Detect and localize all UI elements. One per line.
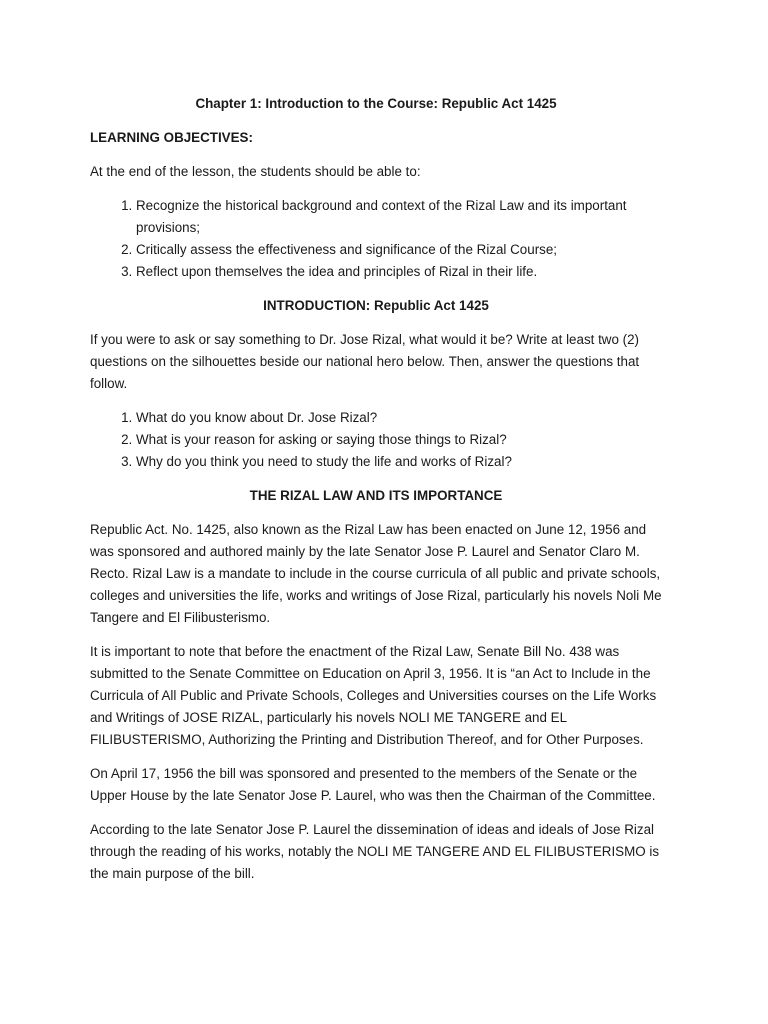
body-paragraph: On April 17, 1956 the bill was sponsored and presented to the members of the Senate or the Upper House by the late Senator Jose P. Laurel, who was then the Chairman of the Committee. xyxy=(90,766,656,803)
intro-paragraph: If you were to ask or say something to Dr. Jose Rizal, what would it be? Write at least two (2) questions on the silhouettes beside our national hero below. Then, answer the questions that follow. xyxy=(90,332,640,391)
objectives-intro: At the end of the lesson, the students should be able to: xyxy=(90,164,421,179)
list-item: 3. Why do you think you need to study the life and works of Rizal? xyxy=(136,451,662,473)
list-item: 2. What is your reason for asking or saying those things to Rizal? xyxy=(136,429,662,451)
body-paragraph: It is important to note that before the enactment of the Rizal Law, Senate Bill No. 438 was submitted to the Senate Committee on Education on April 3, 1956. It is “an Act to Include in the Curricula of All Public and Private Schools, Colleges and Universities courses on the Life Works and Writings of JOSE RIZAL, particularly his novels NOLI ME TANGERE and EL FILIBUSTERISMO, Authorizing the Printing and Distribution Thereof, and for Other Purposes. xyxy=(90,644,657,747)
objectives-heading: LEARNING OBJECTIVES: xyxy=(90,130,253,145)
list-item: 3. Reflect upon themselves the idea and principles of Rizal in their life. xyxy=(136,261,662,283)
list-item: 2. Critically assess the effectiveness and significance of the Rizal Course; xyxy=(136,239,662,261)
law-heading: THE RIZAL LAW AND ITS IMPORTANCE xyxy=(249,488,503,503)
questions-list xyxy=(90,407,662,473)
body-paragraph: According to the late Senator Jose P. Laurel the dissemination of ideas and ideals of Jose Rizal through the reading of his works, notably the NOLI ME TANGERE AND EL FILIBUSTERISMO is the main purpose of the bill. xyxy=(90,822,660,881)
objectives-list xyxy=(90,195,662,283)
body-paragraph: Republic Act. No. 1425, also known as the Rizal Law has been enacted on June 12, 1956 and was sponsored and authored mainly by the late Senator Jose P. Laurel and Senator Claro M. Recto. Rizal Law is a mandate to include in the course curricula of all public and private schools, colleges and universities the life, works and writings of Jose Rizal, particularly his novels Noli Me Tangere and El Filibusterismo. xyxy=(90,522,662,625)
intro-heading: INTRODUCTION: Republic Act 1425 xyxy=(263,298,489,313)
list-item: 1. Recognize the historical background and context of the Rizal Law and its important provisions; xyxy=(136,195,662,239)
page-title: Chapter 1: Introduction to the Course: Republic Act 1425 xyxy=(195,96,557,111)
list-item: 1. What do you know about Dr. Jose Rizal? xyxy=(136,407,662,429)
